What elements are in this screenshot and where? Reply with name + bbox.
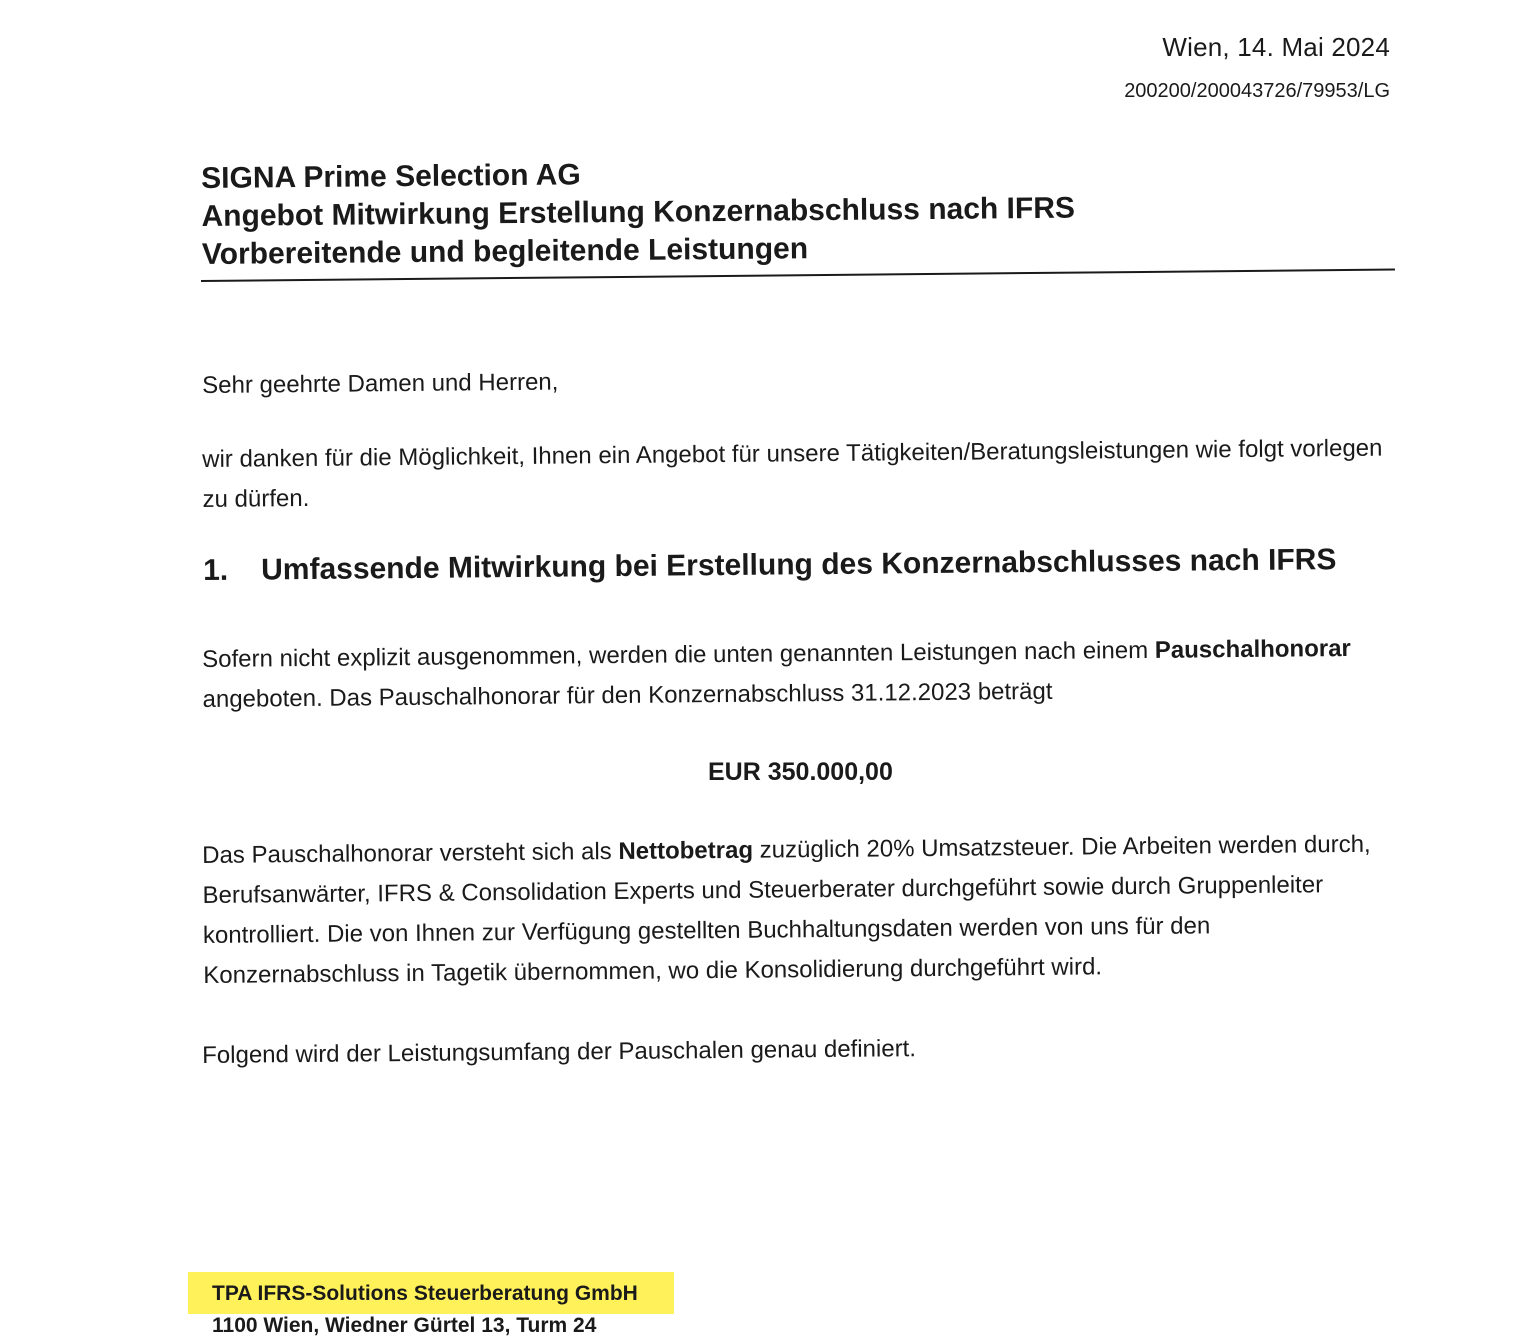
section-title: Umfassende Mitwirkung bei Erstellung des Konzernabschlusses nach IFRS [260, 543, 1337, 587]
subject-services: Vorbereitende und begleitende Leistungen [201, 232, 809, 271]
fee-text-b: angeboten. Das Pauschalhonorar für den Konzernabschluss 31.12.2023 beträgt [202, 677, 1053, 713]
fee-text-bold: Pauschalhonorar [1154, 634, 1351, 664]
net-text-a: Das Pauschalhonorar versteht sich als [202, 838, 619, 869]
section-number: 1. [203, 553, 229, 587]
net-text-b: zuzüglich 20% Umsatzsteuer. Die Arbeiten werden durch, Berufsanwärter, IFRS & Consolidation Experts und Steuerberater durchgeführt sowie durch Gruppenleiter kontrolliert. Die von Ihnen zur Verfügung gestellten Buchhaltungsdaten werden von uns für den Konzernabschluss in Tagetik übernommen, wo die Konsolidierung durchgeführt wird. [202, 830, 1371, 989]
section-heading [203, 543, 1397, 588]
intro-paragraph: wir danken für die Möglichkeit, Ihnen ein Angebot für unsere Tätigkeiten/Beratungsleistungen wie folgt vorlegen zu dürfen. [202, 434, 1383, 513]
fee-amount: EUR 350.000,00 [708, 758, 893, 786]
greeting: Sehr geehrte Damen und Herren, [202, 368, 559, 399]
footer-firm-name: TPA IFRS-Solutions Steuerberatung GmbH [212, 1282, 638, 1305]
net-text-bold: Nettobetrag [618, 836, 754, 866]
letter-date: Wien, 14. Mai 2024 [1162, 32, 1390, 62]
footer-firm-highlight [188, 1272, 674, 1314]
subject-company: SIGNA Prime Selection AG [201, 158, 581, 195]
scope-paragraph: Folgend wird der Leistungsumfang der Pauschalen genau definiert. [202, 1035, 917, 1069]
footer-address: 1100 Wien, Wiedner Gürtel 13, Turm 24 [212, 1314, 597, 1337]
fee-paragraph [202, 629, 1397, 720]
fee-text-a: Sofern nicht explizit ausgenommen, werden die unten genannten Leistungen nach einem [202, 636, 1155, 673]
subject-offer: Angebot Mitwirkung Erstellung Konzernabschluss nach IFRS [201, 191, 1076, 233]
subject-block [201, 149, 1396, 274]
reference-number: 200200/200043726/79953/LG [1124, 80, 1390, 102]
net-paragraph [202, 825, 1397, 996]
